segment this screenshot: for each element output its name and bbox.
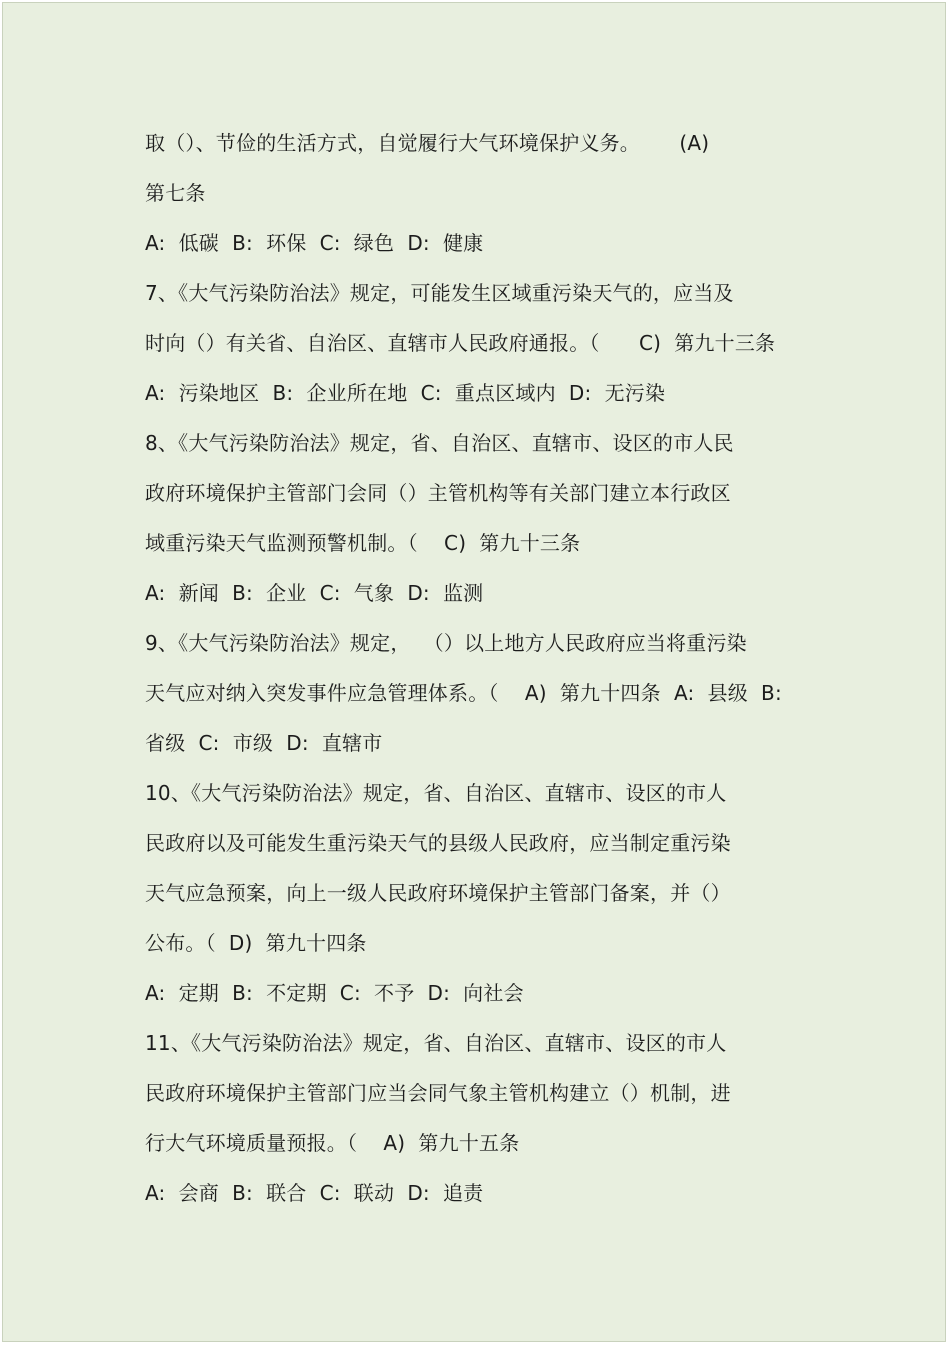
text-line: 取（）、节俭的生活方式，自觉履行大气环境保护义务。 (A) [145,131,710,155]
text-line: 天气应对纳入突发事件应急管理体系。（ A) 第九十四条 A: 县级 B: [145,681,782,705]
text-line: 第七条 [145,181,206,205]
text-line: 民政府环境保护主管部门应当会同气象主管机构建立（）机制，进 [145,1081,731,1105]
answer-options-line: 省级 C: 市级 D: 直辖市 [145,731,383,755]
question-11-line: 11、《大气污染防治法》规定，省、自治区、直辖市、设区的市人 [145,1031,727,1055]
document-page [2,2,946,1342]
answer-options-line: A: 低碳 B: 环保 C: 绿色 D: 健康 [145,231,484,255]
text-line: 公布。（ D) 第九十四条 [145,931,367,955]
text-line: 民政府以及可能发生重污染天气的县级人民政府，应当制定重污染 [145,831,731,855]
answer-options-line: A: 污染地区 B: 企业所在地 C: 重点区域内 D: 无污染 [145,381,666,405]
text-line: 域重污染天气监测预警机制。（ C) 第九十三条 [145,531,581,555]
text-line: 政府环境保护主管部门会同（）主管机构等有关部门建立本行政区 [145,481,731,505]
text-line: 时向（）有关省、自治区、直辖市人民政府通报。（ C) 第九十三条 [145,331,776,355]
question-9-line: 9、《大气污染防治法》规定， （）以上地方人民政府应当将重污染 [145,631,747,655]
answer-options-line: A: 定期 B: 不定期 C: 不予 D: 向社会 [145,981,524,1005]
answer-options-line: A: 新闻 B: 企业 C: 气象 D: 监测 [145,581,484,605]
text-line: 天气应急预案，向上一级人民政府环境保护主管部门备案，并（） [145,881,731,905]
question-7-line: 7、《大气污染防治法》规定，可能发生区域重污染天气的，应当及 [145,281,734,305]
question-8-line: 8、《大气污染防治法》规定，省、自治区、直辖市、设区的市人民 [145,431,734,455]
answer-options-line: A: 会商 B: 联合 C: 联动 D: 追责 [145,1181,484,1205]
text-line: 行大气环境质量预报。（ A) 第九十五条 [145,1131,520,1155]
question-10-line: 10、《大气污染防治法》规定，省、自治区、直辖市、设区的市人 [145,781,727,805]
